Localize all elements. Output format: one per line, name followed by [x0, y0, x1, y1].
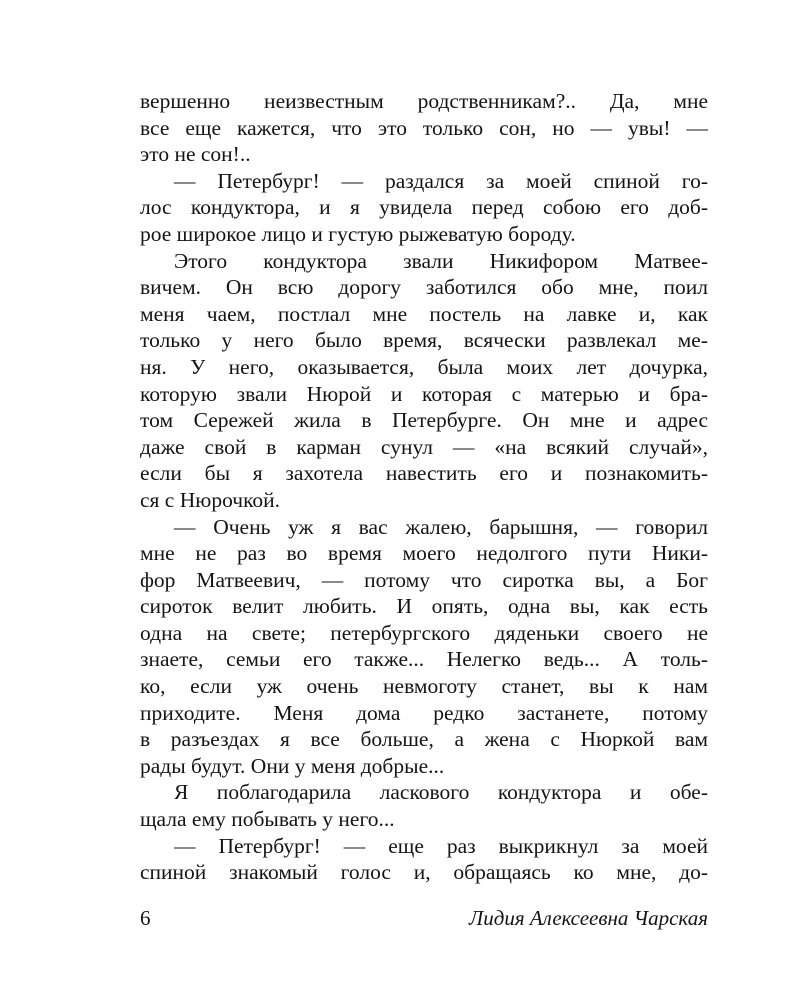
text-line: ко, если уж очень невмоготу станет, вы к нам: [140, 674, 708, 699]
text-line: том Сережей жила в Петербурге. Он мне и адрес: [140, 408, 708, 433]
text-line: в разъездах я все больше, а жена с Нюркой вам: [140, 727, 708, 752]
text-line: рады будут. Они у меня добрые...: [140, 753, 445, 778]
text-line: приходите. Меня дома редко застанете, потому: [140, 700, 708, 725]
text-line: ся с Нюрочкой.: [140, 487, 281, 512]
text-line: даже свой в карман сунул — «на всякий случай»,: [140, 434, 708, 459]
text-line: рое широкое лицо и густую рыжеватую бороду.: [140, 221, 576, 246]
text-line: — Петербург! — раздался за моей спиной го-: [174, 168, 708, 193]
text-line: — Петербург! — еще раз выкрикнул за моей: [174, 833, 708, 858]
text-line: — Очень уж я вас жалею, барышня, — говорил: [174, 514, 708, 539]
page-number: 6: [140, 906, 151, 930]
text-line: вершенно неизвестным родственникам?.. Да, мне: [140, 89, 708, 113]
text-line: одна на свете; петербургского дяденьки своего не: [140, 620, 708, 645]
text-line: фор Матвеевич, — потому что сиротка вы, а Бог: [140, 567, 708, 592]
text-line: которую звали Нюрой и которая с матерью и бра-: [140, 381, 708, 406]
text-line: знаете, семьи его также... Нелегко ведь... А толь-: [140, 647, 708, 672]
text-line: меня чаем, постлал мне постель на лавке и, как: [140, 301, 708, 326]
text-line: если бы я захотела навестить его и познакомить-: [140, 461, 708, 486]
page-footer: [140, 903, 708, 933]
text-line: спиной знакомый голос и, обращаясь ко мне, до-: [140, 860, 708, 885]
text-line: только у него было время, всячески развлекал ме-: [140, 328, 708, 353]
text-line: мне не раз во время моего недолгого пути Ники-: [140, 541, 708, 566]
text-line: Я поблагодарила ласкового кондуктора и обе-: [174, 780, 708, 805]
text-line: щала ему побывать у него...: [140, 807, 395, 832]
text-line: вичем. Он всю дорогу заботился обо мне, поил: [140, 275, 708, 300]
text-line: Этого кондуктора звали Никифором Матвее-: [174, 248, 708, 273]
text-line: сироток велит любить. И опять, одна вы, как есть: [140, 594, 708, 619]
text-line: ня. У него, оказывается, была моих лет дочурка,: [140, 354, 708, 379]
text-line: лос кондуктора, и я увидела перед собою его доб-: [140, 195, 708, 220]
text-line: все еще кажется, что это только сон, но — увы! —: [140, 115, 708, 140]
body-text: [140, 88, 708, 886]
text-line: это не сон!..: [140, 142, 251, 167]
running-author: Лидия Алексеевна Чарская: [468, 906, 708, 930]
